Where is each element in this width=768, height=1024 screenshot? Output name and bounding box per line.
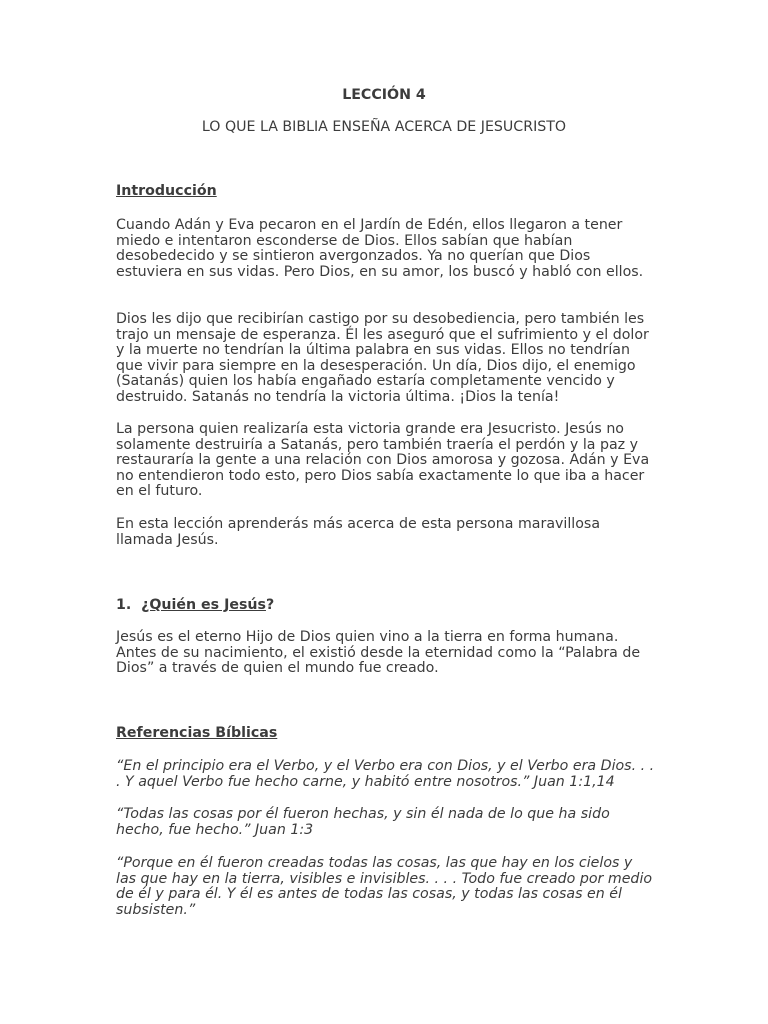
- section-1-number: 1.: [116, 597, 142, 613]
- references-heading: Referencias Bíblicas: [116, 725, 278, 741]
- intro-heading: Introducción: [116, 183, 217, 199]
- lesson-title: LECCIÓN 4: [342, 87, 426, 103]
- reference-quote-2: “Todas las cosas por él fueron hechas, y sin él nada de lo que ha sido hecho, fue hecho.” Juan 1:3: [116, 806, 610, 838]
- lesson-subtitle: LO QUE LA BIBLIA ENSEÑA ACERCA DE JESUCRISTO: [201, 119, 567, 135]
- section-1-heading-suffix: ?: [265, 597, 275, 613]
- intro-paragraph-2: Dios les dijo que recibirían castigo por su desobediencia, pero también les trajo un mensaje de esperanza. Él les aseguró que el sufrimiento y el dolor y la muerte no tendrían la última palabra en sus vidas. Ellos no tendrían que vivir para siempre en la desesperación. Un día, Dios dijo, el enemigo (Satanás) quien los había engañado estaría completamente vencido y destruido. Satanás no tendría la victoria última. ¡Dios la tenía!: [116, 311, 649, 405]
- reference-quote-3: “Porque en él fueron creadas todas las cosas, las que hay en los cielos y las que hay en la tierra, visibles e invisibles. . . . Todo fue creado por medio de él y para él. Y él es antes de todas las cosas, y todas las cosas en él subsisten.”: [116, 855, 653, 918]
- reference-quote-1: “En el principio era el Verbo, y el Verbo era con Dios, y el Verbo era Dios. . . . Y aquel Verbo fue hecho carne, y habitó entre nosotros.” Juan 1:1,14: [116, 758, 655, 790]
- section-1-heading: [116, 598, 656, 614]
- intro-paragraph-4: En esta lección aprenderás más acerca de esta persona maravillosa llamada Jesús.: [116, 516, 601, 548]
- section-1-paragraph: Jesús es el eterno Hijo de Dios quien vino a la tierra en forma humana. Antes de su nacimiento, el existió desde la eternidad como la “Palabra de Dios” a través de quien el mundo fue creado.: [116, 629, 641, 677]
- section-1-heading-text: ¿Quién es Jesús: [141, 597, 266, 613]
- intro-paragraph-1: Cuando Adán y Eva pecaron en el Jardín de Edén, ellos llegaron a tener miedo e intentaron esconderse de Dios. Ellos sabían que habían desobedecido y se sintieron avergonzados. Ya no querían que Dios estuviera en sus vidas. Pero Dios, en su amor, los buscó y habló con ellos.: [116, 217, 644, 280]
- intro-paragraph-3: La persona quien realizaría esta victoria grande era Jesucristo. Jesús no solamente destruiría a Satanás, pero también traería el perdón y la paz y restauraría la gente a una relación con Dios amorosa y gozosa. Adán y Eva no entendieron todo esto, pero Dios sabía exactamente lo que iba a hacer en el futuro.: [116, 421, 650, 500]
